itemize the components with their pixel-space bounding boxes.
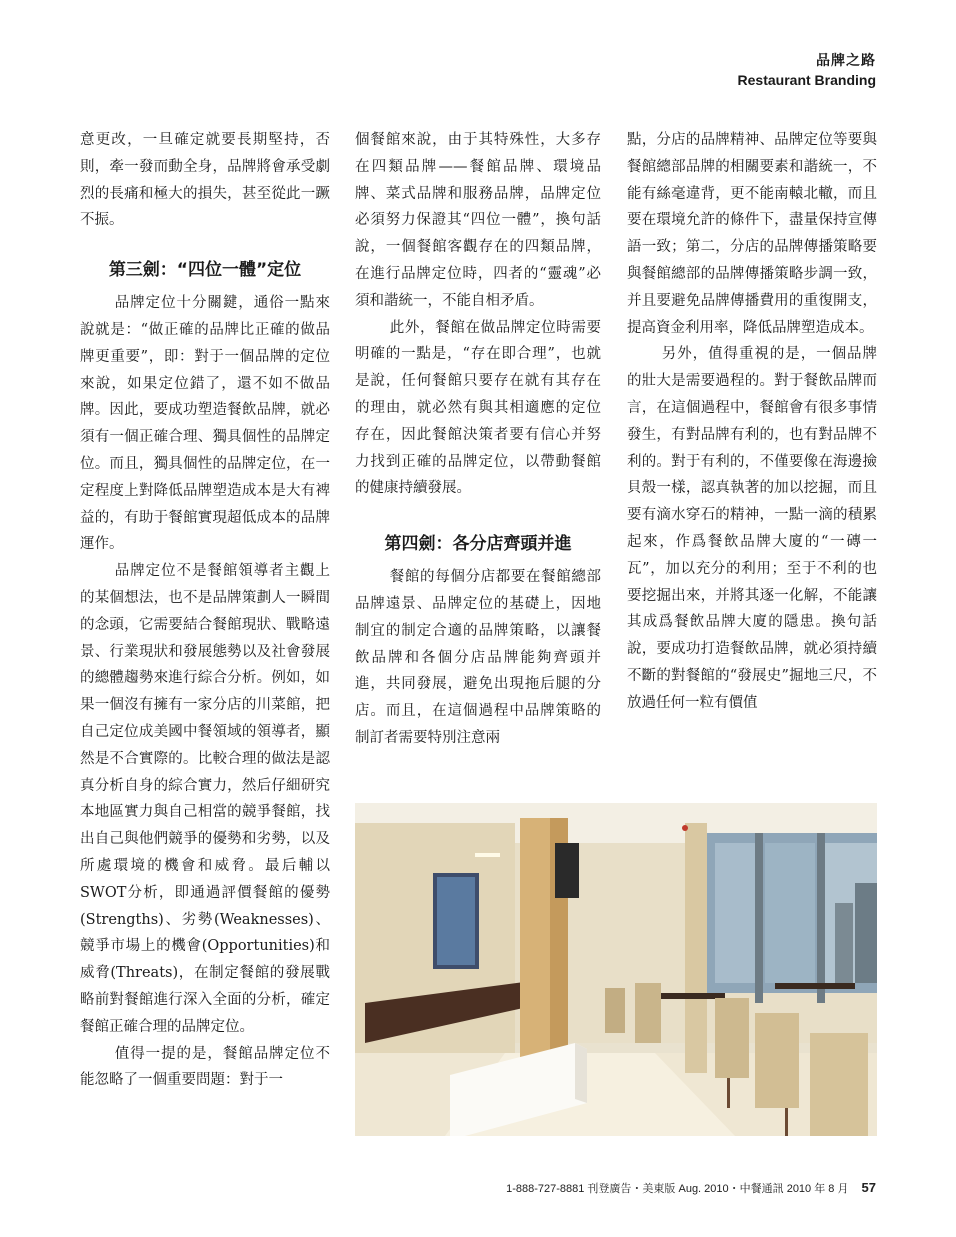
page-footer xyxy=(0,1180,876,1196)
running-header xyxy=(738,50,876,88)
paragraph: 餐館的每個分店都要在餐館總部品牌遠景、品牌定位的基礎上，因地制宜的制定合適的品牌策略，以讓餐飲品牌和各個分店品牌能夠齊頭并進，共同發展，避免出現拖后腿的分店。而且，在這個過程中品牌策略的制訂者需要特別注意兩 xyxy=(355,569,601,746)
footer-text: 1-888-727-8881 刊登廣告・美東版 Aug. 2010・中餐通訊 2010 年 8 月 xyxy=(506,1183,849,1195)
section-heading-4: 第四劍：各分店齊頭并進 xyxy=(384,534,572,555)
page-number: 57 xyxy=(861,1180,876,1195)
restaurant-interior-photo xyxy=(355,803,877,1136)
paragraph: 意更改，一旦確定就要長期堅持，否則，牽一發而動全身，品牌將會承受劇烈的長痛和極大的損失，甚至從此一蹶不振。 xyxy=(80,132,330,229)
paragraph: 品牌定位不是餐館領導者主觀上的某個想法，也不是品牌策劃人一瞬間的念頭，它需要結合餐館現狀、戰略遠景、行業現狀和發展態勢以及社會發展的總體趨勢來進行綜合分析。例如，如果一個沒有擁有一家分店的川菜館，把自己定位成美國中餐領域的領導者，顯然是不合實際的。比較合理的做法是認真分析自身的綜合實力，然后仔細研究本地區實力與自己相當的競爭餐館，找出自己與他們競爭的優勢和劣勢，以及所處環境的機會和威脅。最后輔以SWOT分析，即通過評價餐館的優勢(Strengths)、劣勢(Weaknesses)、競爭市場上的機會(Opportunities)和威脅(Threats)，在制定餐館的發展戰略前對餐館進行深入全面的分析，確定餐館正確合理的品牌定位。 xyxy=(80,563,330,1035)
section-title-en: Restaurant Branding xyxy=(737,72,876,88)
section-heading-3: 第三劍：“四位一體”定位 xyxy=(108,260,302,281)
text-column-3 xyxy=(627,127,877,717)
text-column-1 xyxy=(80,127,330,1094)
section-title-zh: 品牌之路 xyxy=(816,53,876,69)
paragraph: 點，分店的品牌精神、品牌定位等要與餐館總部品牌的相關要素和諧統一，不能有絲毫違背，更不能南轅北轍，而且要在環境允許的條件下，盡量保持宣傳語一致；第二，分店的品牌傳播策略要與餐館總部的品牌傳播策略步調一致，并且要避免品牌傳播費用的重復開支，提高資金利用率，降低品牌塑造成本。 xyxy=(627,132,877,336)
text-column-2 xyxy=(355,127,601,752)
paragraph: 個餐館來說，由于其特殊性，大多存在四類品牌——餐館品牌、環境品牌、菜式品牌和服務品牌，品牌定位必須努力保證其“四位一體”，換句話說，一個餐館客觀存在的四類品牌，在進行品牌定位時，四者的“靈魂”必須和諧統一，不能自相矛盾。 xyxy=(355,132,601,309)
paragraph: 品牌定位十分關鍵，通俗一點來說就是：“做正確的品牌比正確的做品牌更重要”，即：對于一個品牌的定位來說，如果定位錯了，還不如不做品牌。因此，要成功塑造餐飲品牌，就必須有一個正確合理、獨具個性的品牌定位。而且，獨具個性的品牌定位，在一定程度上對降低品牌塑造成本是大有裨益的，有助于餐館實現超低成本的品牌運作。 xyxy=(80,295,330,553)
paragraph: 另外，值得重視的是，一個品牌的壯大是需要過程的。對于餐飲品牌而言，在這個過程中，餐館會有很多事情發生，有對品牌有利的，也有對品牌不利的。對于有利的，不僅要像在海邊撿貝殼一樣，認真執著的加以挖掘，而且要有滴水穿石的精神，一點一滴的積累起來，作爲餐飲品牌大廈的“一磚一瓦”，加以充分的利用；至于不利的也要挖掘出來，并將其逐一化解，不能讓其成爲餐飲品牌大廈的隱患。換句話說，要成功打造餐飲品牌，就必須持續不斷的對餐館的“發展史”掘地三尺，不放過任何一粒有價值 xyxy=(627,346,877,711)
paragraph: 值得一提的是，餐館品牌定位不能忽略了一個重要問題：對于一 xyxy=(80,1045,330,1089)
paragraph: 此外，餐館在做品牌定位時需要明確的一點是，“存在即合理”，也就是說，任何餐館只要存在就有其存在的理由，就必然有與其相適應的定位存在，因此餐館決策者要有信心并努力找到正確的品牌定位，以帶動餐館的健康持續發展。 xyxy=(355,319,601,497)
